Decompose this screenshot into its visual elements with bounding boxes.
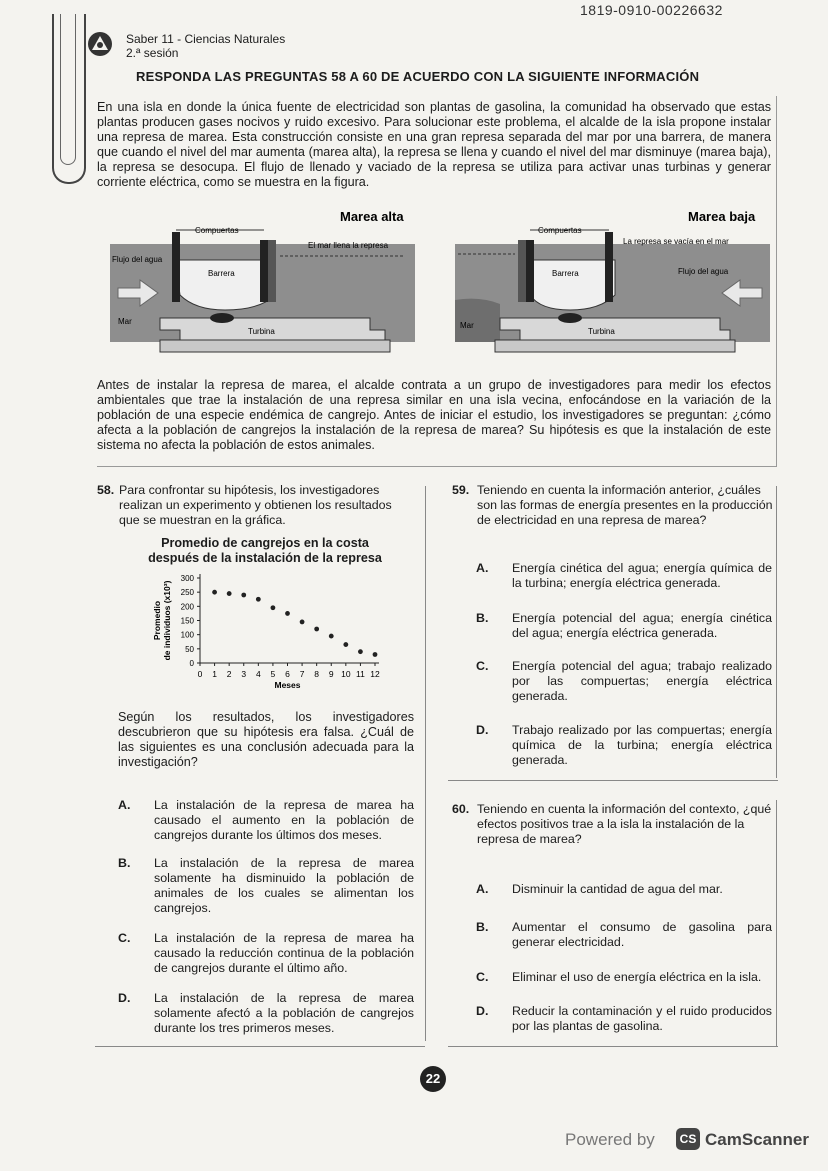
q59-option-a-letter: A.: [476, 561, 489, 575]
camscanner-icon: CS: [676, 1128, 700, 1150]
chart-data-point: [285, 611, 290, 616]
chart-x-tick-label: 8: [314, 669, 320, 679]
high-note-label: El mar llena la represa: [308, 241, 389, 250]
low-tide-title: Marea baja: [688, 209, 756, 224]
powered-by-label: Powered by: [565, 1130, 655, 1149]
question-58-stem: Para confrontar su hipótesis, los investigadores realizan un experimento y obtienen los resultados que se muestran en la gráfica.: [119, 483, 392, 527]
tidal-dam-figure: [100, 200, 775, 368]
q58-option-b-letter: B.: [118, 856, 131, 870]
exam-logo-icon: [86, 30, 114, 58]
chart-data-point: [358, 649, 363, 654]
q58-option-d-text: La instalación de la represa de marea solamente afectó a la población de cangrejos durante los tres primeros meses.: [154, 991, 414, 1035]
exam-session: 2.ª sesión: [126, 46, 179, 60]
chart-y-axis-label-line2: de individuos (x10³): [162, 580, 172, 661]
chart-title-line1: Promedio de cangrejos en la costa: [161, 536, 369, 550]
q60-option-c-text: Eliminar el uso de energía eléctrica en la isla.: [512, 970, 762, 984]
q59-option-b-text: Energía potencial del agua; energía cinética del agua; energía eléctrica generada.: [512, 611, 772, 640]
chart-data-point: [343, 642, 348, 647]
high-gates-label: Compuertas: [195, 226, 239, 235]
chart-x-tick-label: 7: [299, 669, 305, 679]
chart-x-tick-label: 4: [255, 669, 261, 679]
q60-option-a-text: Disminuir la cantidad de agua del mar.: [512, 882, 723, 896]
q60-option-c-letter: C.: [476, 970, 489, 984]
context-bottom-rule: [97, 466, 777, 467]
low-note-label: La represa se vacía en el mar: [623, 237, 729, 246]
question-59-number: 59.: [452, 483, 470, 497]
chart-title-line2: después de la instalación de la represa: [148, 551, 382, 565]
high-tide-title: Marea alta: [340, 209, 404, 224]
chart-x-tick-label: 5: [270, 669, 276, 679]
low-flow-label: Flujo del agua: [678, 267, 729, 276]
q58-option-c-text: La instalación de la represa de marea ha causado la reducción continua de la población de cangrejos durante el último año.: [154, 931, 414, 975]
chart-data-point: [271, 605, 276, 610]
chart-x-tick-label: 9: [328, 669, 334, 679]
chart-x-tick-label: 0: [197, 669, 203, 679]
q58-option-a-text: La instalación de la represa de marea ha causado el aumento en la población de cangrejos durante los últimos dos meses.: [154, 798, 414, 842]
low-turbine-label: Turbina: [588, 327, 615, 336]
high-barrier-label: Barrera: [208, 269, 235, 278]
chart-y-tick-label: 150: [180, 616, 194, 626]
crab-population-chart: [130, 536, 400, 696]
low-gates-label: Compuertas: [538, 226, 582, 235]
question-59-stem: Teniendo en cuenta la información anterior, ¿cuáles son las formas de energía presentes en la producción de electricidad en una represa de marea?: [477, 483, 773, 527]
chart-x-tick-label: 11: [356, 669, 365, 679]
question-59: [452, 483, 774, 527]
low-tide-panel: [455, 209, 770, 352]
q60-option-a-letter: A.: [476, 882, 489, 896]
q60-right-rule: [776, 800, 777, 1046]
column-divider: [425, 486, 426, 1041]
q60-option-b-letter: B.: [476, 920, 489, 934]
question-58-number: 58.: [97, 483, 115, 497]
q59-option-d-text: Trabajo realizado por las compuertas; energía química de la turbina; energía eléctrica generada.: [512, 723, 772, 767]
q60-option-d-text: Reducir la contaminación y el ruido producidos por las plantas de gasolina.: [512, 1004, 772, 1033]
camscanner-name: CamScanner: [705, 1130, 809, 1149]
q59-option-b-letter: B.: [476, 611, 489, 625]
chart-x-axis-label: Meses: [274, 680, 301, 690]
question-60: [452, 802, 774, 846]
chart-x-tick-label: 10: [341, 669, 351, 679]
q60-bottom-rule: [448, 1046, 778, 1047]
chart-x-tick-label: 3: [241, 669, 247, 679]
chart-data-point: [314, 627, 319, 632]
chart-y-tick-label: 300: [180, 574, 194, 583]
q58-option-c-letter: C.: [118, 931, 131, 945]
question-58: [97, 483, 415, 527]
left-column-bottom-rule: [95, 1046, 425, 1047]
chart-y-tick-label: 200: [180, 602, 194, 612]
chart-data-point: [373, 652, 378, 657]
question-58-followup: Según los resultados, los investigadores descubrieron que su hipótesis era falsa. ¿Cuál de las siguientes es una conclusión adecuada para la investigación?: [118, 710, 414, 769]
high-flow-label: Flujo del agua: [112, 255, 163, 264]
chart-data-point: [241, 593, 246, 598]
chart-data-point: [212, 590, 217, 595]
q59-right-rule: [776, 486, 777, 778]
q58-option-a-letter: A.: [118, 798, 131, 812]
context-paragraph-2: Antes de instalar la represa de marea, el alcalde contrata a un grupo de investigadores para medir los efectos ambientales que trae la instalación de una represa similar en una isla vecina, enfocándose en la variación de la población de una especie endémica de cangrejo. Antes de iniciar el estudio, los investigadores se preguntan: ¿cómo afecta a la población de cangrejos la instalación de la represa de marea? Su hipótesis es que la instalación de este sistema no afecta la población de estos animales.: [97, 378, 771, 452]
high-sea-label: Mar: [118, 317, 132, 326]
document-reference: 1819-0910-00226632: [580, 2, 723, 18]
chart-data-point: [256, 597, 261, 602]
chart-x-tick-label: 6: [285, 669, 290, 679]
high-turbine-label: Turbina: [248, 327, 275, 336]
chart-data-point: [300, 620, 305, 625]
q60-option-d-letter: D.: [476, 1004, 489, 1018]
q59-option-c-letter: C.: [476, 659, 489, 673]
chart-x-tick-label: 12: [370, 669, 380, 679]
q58-option-d-letter: D.: [118, 991, 131, 1005]
q58-option-b-text: La instalación de la represa de marea solamente ha disminuido la población de animales de los cuales se alimentan los cangrejos.: [154, 856, 414, 915]
chart-data-point: [329, 634, 334, 639]
q59-option-c-text: Energía potencial del agua; trabajo realizado por las compuertas; energía eléctrica generada.: [512, 659, 772, 703]
context-right-rule: [776, 96, 777, 466]
low-barrier-label: Barrera: [552, 269, 579, 278]
question-60-stem: Teniendo en cuenta la información del contexto, ¿qué efectos positivos trae a la isla la instalación de la represa de marea?: [477, 802, 772, 846]
chart-y-tick-label: 50: [185, 644, 194, 654]
chart-x-tick-label: 1: [212, 669, 217, 679]
page-number-badge: 22: [420, 1066, 446, 1092]
question-60-number: 60.: [452, 802, 470, 816]
q59-option-a-text: Energía cinética del agua; energía química de la turbina; energía eléctrica generada.: [512, 561, 772, 590]
chart-x-tick-label: 2: [226, 669, 232, 679]
low-sea-label: Mar: [460, 321, 474, 330]
context-paragraph-1: En una isla en donde la única fuente de electricidad son plantas de gasolina, la comunidad ha observado que estas plantas producen gases nocivos y ruido excesivo. Para solucionar este problema, el alcalde de la isla propone instalar una represa de marea. Esta construcción consiste en una gran represa separada del mar por una barrera, de manera que cuando el nivel del mar aumenta (marea alta), la represa se llena y cuando el nivel del mar disminuye (marea baja), la represa se desocupa. El flujo de llenado y vaciado de la represa se utiliza para activar unas turbinas y generar corriente eléctrica, como se muestra en la figura.: [97, 100, 771, 189]
chart-data-point: [227, 591, 232, 596]
q60-option-b-text: Aumentar el consumo de gasolina para generar electricidad.: [512, 920, 772, 949]
q59-option-d-letter: D.: [476, 723, 489, 737]
binder-clip-inner-decoration: [60, 14, 76, 165]
chart-y-tick-label: 0: [189, 659, 194, 668]
chart-y-tick-label: 100: [180, 630, 194, 640]
q59-bottom-rule: [448, 780, 778, 781]
section-title: RESPONDA LAS PREGUNTAS 58 A 60 DE ACUERDO CON LA SIGUIENTE INFORMACIÓN: [136, 69, 700, 84]
chart-y-axis-label-line1: Promedio: [152, 600, 162, 641]
high-tide-panel: [110, 209, 415, 352]
exam-name: Saber 11 - Ciencias Naturales: [126, 32, 286, 46]
chart-y-tick-label: 250: [180, 588, 194, 598]
